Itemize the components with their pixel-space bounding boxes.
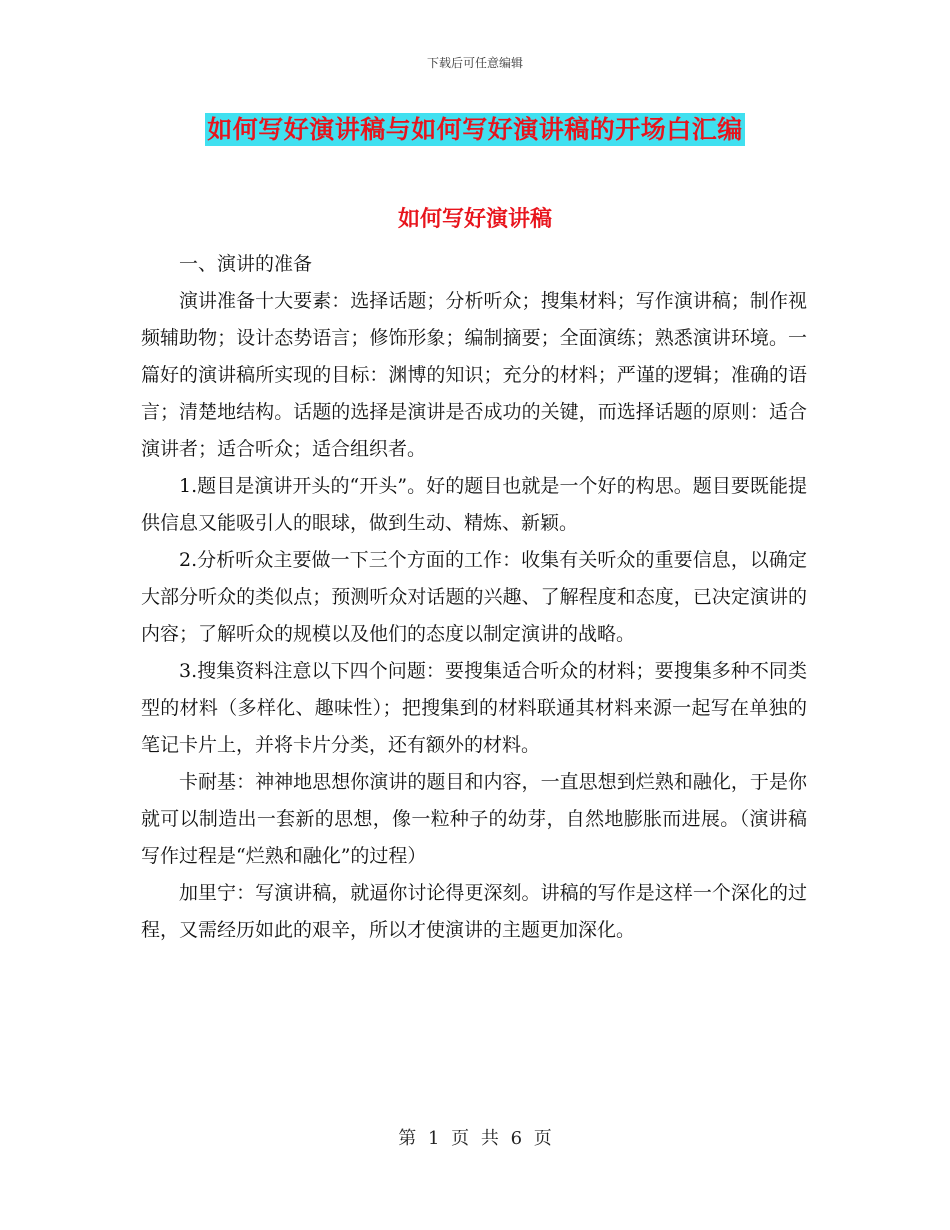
paragraph: 3.搜集资料注意以下四个问题：要搜集适合听众的材料；要搜集多种不同类型的材料（多样化、趣味性）；把搜集到的材料联通其材料来源一起写在单独的笔记卡片上，并将卡片分类，还有额外的材料。 [141,660,807,756]
paragraph: 卡耐基：神神地思想你演讲的题目和内容，一直思想到烂熟和融化，于是你就可以制造出一套新的思想，像一粒种子的幼芽，自然地膨胀而进展。（演讲稿写作过程是“烂熟和融化”的过程） [141,771,807,867]
section-heading: 一、演讲的准备 [179,253,313,275]
section-title: 如何写好演讲稿 [397,207,552,232]
paragraph: 1.题目是演讲开头的“开头”。好的题目也就是一个好的构思。题目要既能提供信息又能吸引人的眼球，做到生动、精炼、新颖。 [141,475,807,534]
paragraph: 加里宁：写演讲稿，就逼你讨论得更深刻。讲稿的写作是这样一个深化的过程，又需经历如此的艰辛，所以才使演讲的主题更加深化。 [141,882,807,941]
main-title-text: 如何写好演讲稿与如何写好演讲稿的开场白汇编 [207,115,743,144]
paragraph: 演讲准备十大要素：选择话题；分析听众；搜集材料；写作演讲稿；制作视频辅助物；设计态势语言；修饰形象；编制摘要；全面演练；熟悉演讲环境。一篇好的演讲稿所实现的目标：渊博的知识；充分的材料；严谨的逻辑；准确的语言；清楚地结构。话题的选择是演讲是否成功的关键，而选择话题的原则：适合演讲者；适合听众；适合组织者。 [141,290,807,460]
document-body [141,246,807,949]
paragraph: 2.分析听众主要做一下三个方面的工作：收集有关听众的重要信息，以确定大部分听众的类似点；预测听众对话题的兴趣、了解程度和态度，已决定演讲的内容；了解听众的规模以及他们的态度以制定演讲的战略。 [141,549,807,645]
document-main-title [0,114,950,149]
header-note: 下载后可任意编辑 [426,56,523,70]
page-number-footer: 第 1 页 共 6 页 [398,1128,552,1149]
